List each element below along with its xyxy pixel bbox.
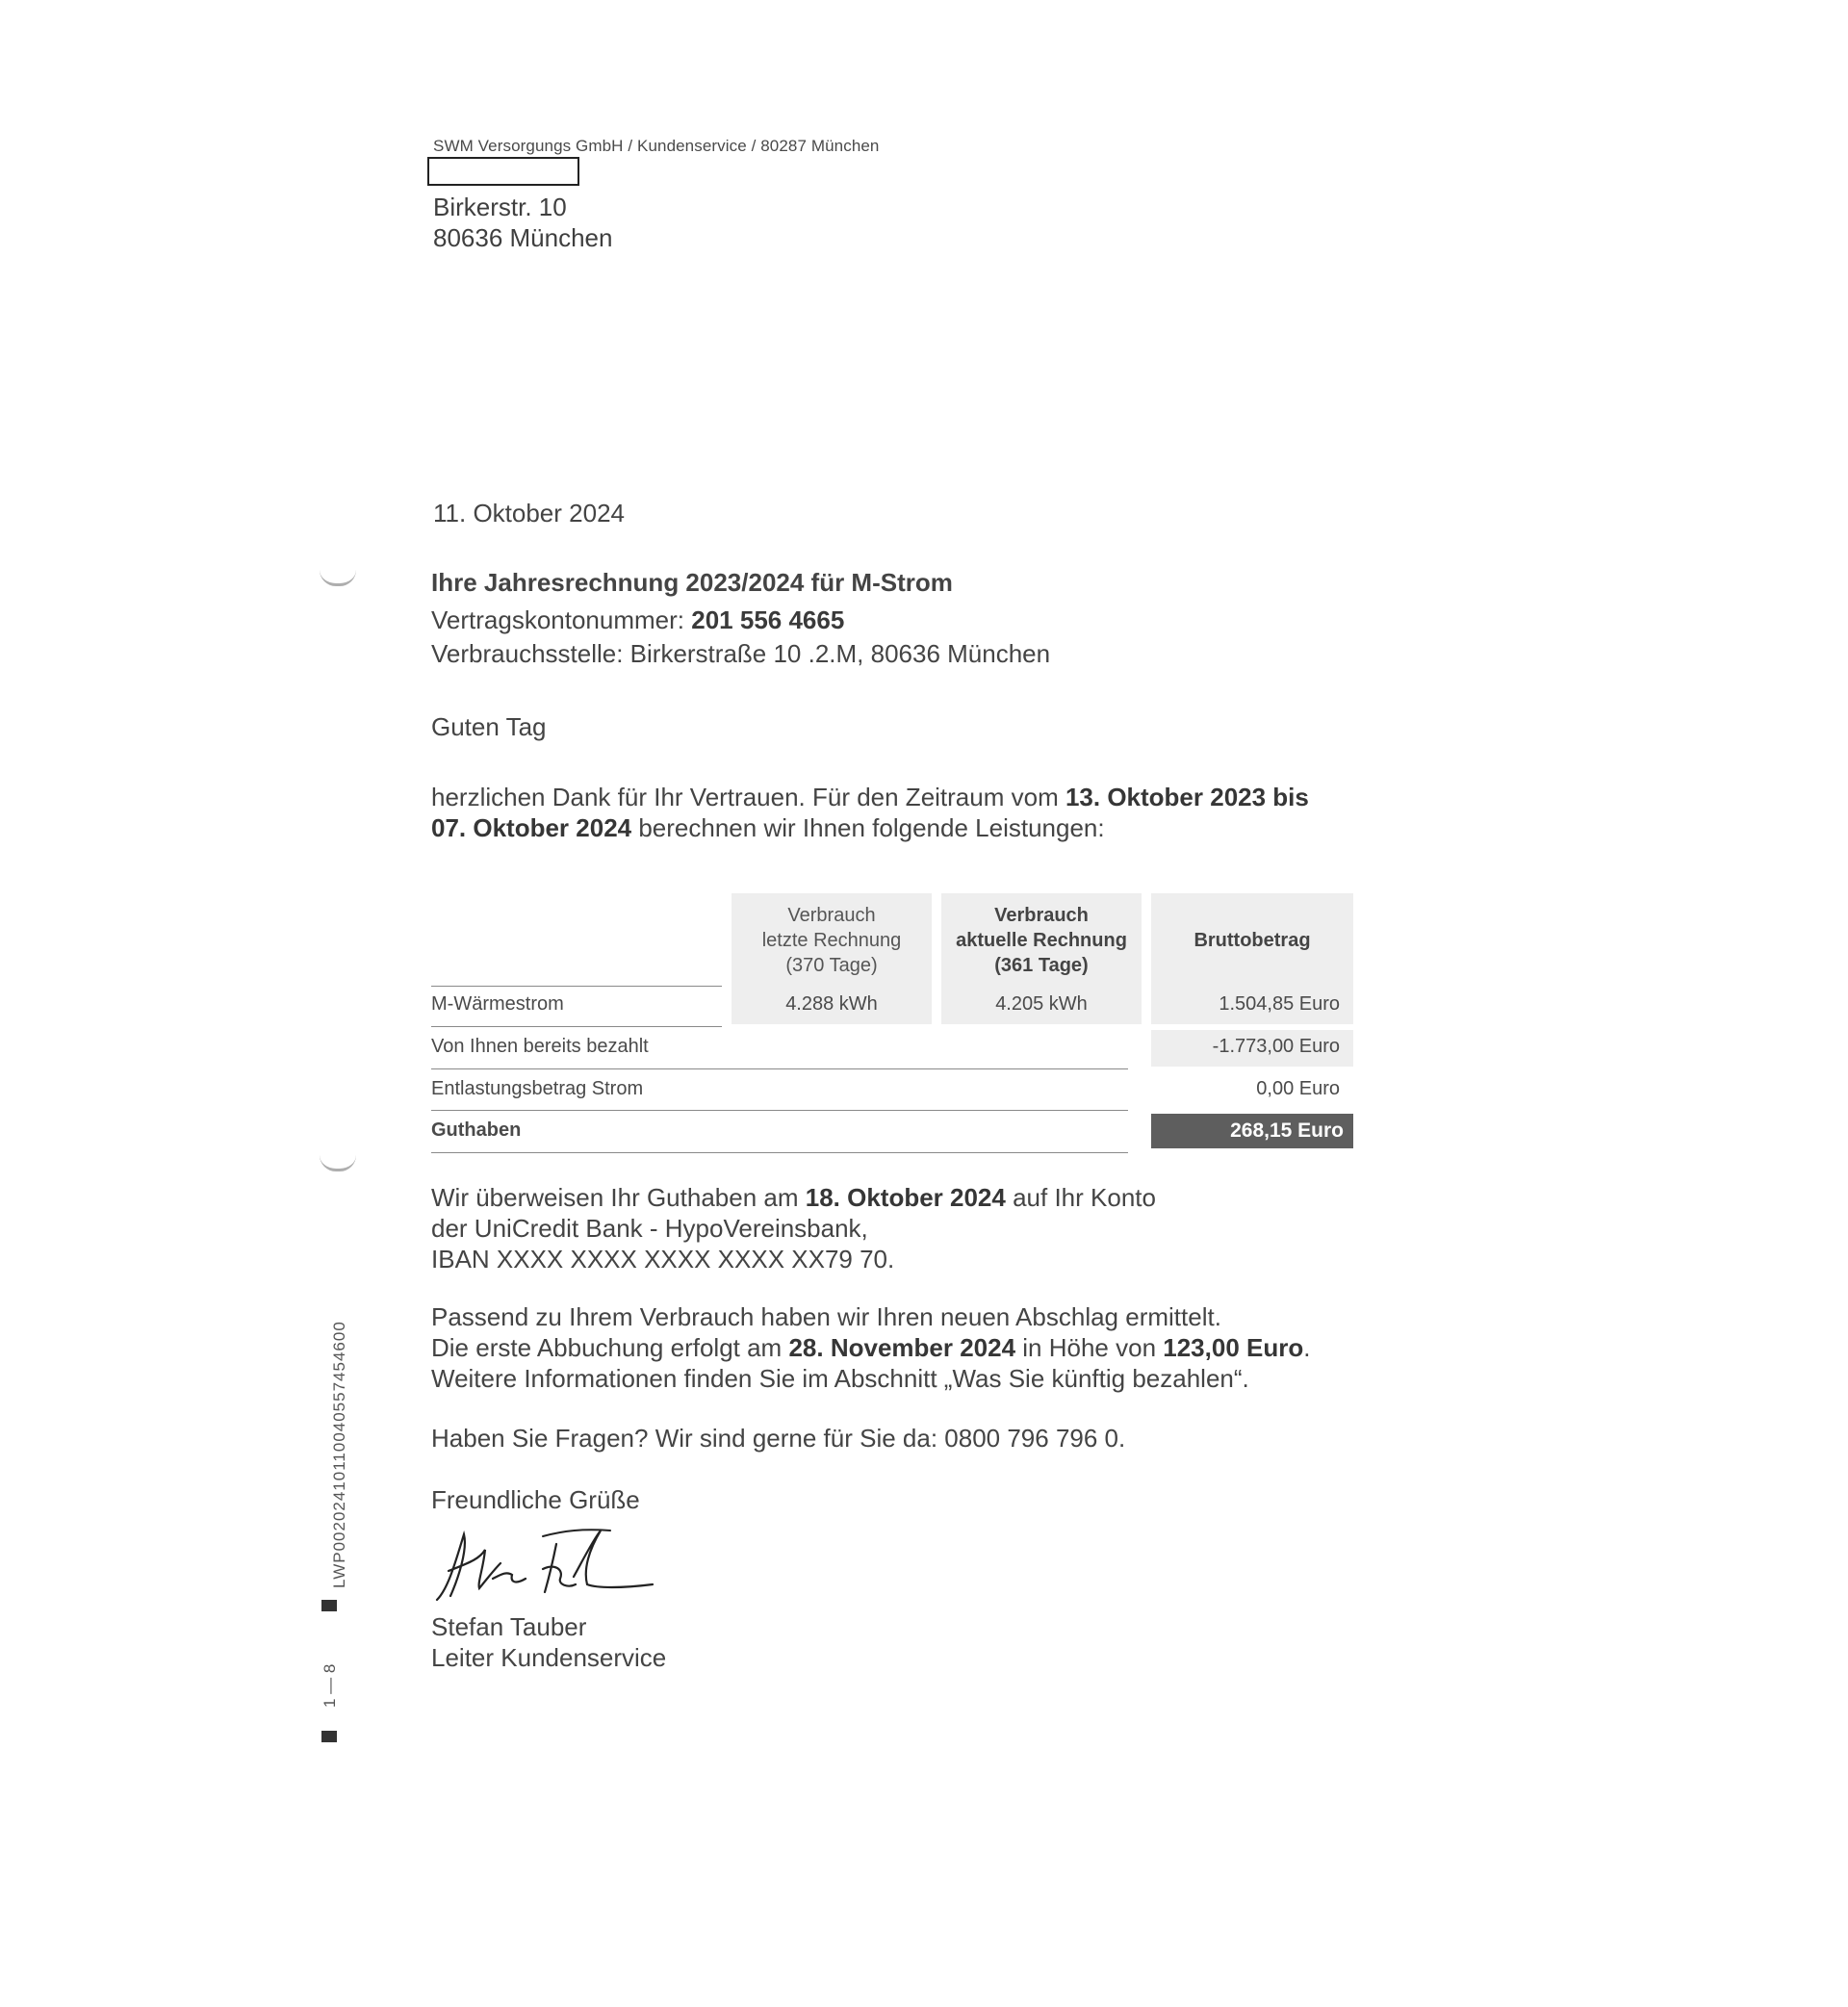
- installment-line-1: Passend zu Ihrem Verbrauch haben wir Ihren neuen Abschlag ermittelt.: [431, 1302, 1221, 1331]
- header-line: (370 Tage): [785, 955, 878, 976]
- header-line: Verbrauch: [994, 905, 1089, 926]
- intro-period-end: 07. Oktober 2024: [431, 813, 632, 842]
- header-line: aktuelle Rechnung: [956, 930, 1127, 951]
- contract-account-number: 201 556 4665: [691, 605, 845, 634]
- recipient-street: Birkerstr. 10: [433, 193, 567, 221]
- intro-text-2: berechnen wir Ihnen folgende Leistungen:: [631, 813, 1105, 842]
- intro-paragraph: [431, 782, 1355, 843]
- installment-amount: 123,00 Euro: [1163, 1333, 1304, 1362]
- table-rule: [431, 1152, 1128, 1153]
- table-rule: [431, 1026, 722, 1027]
- installment-text: Die erste Abbuchung erfolgt am: [431, 1333, 789, 1362]
- refund-bank: der UniCredit Bank - HypoVereinsbank,: [431, 1214, 868, 1243]
- handwritten-signature: [429, 1521, 660, 1608]
- value-current-consumption: 4.205 kWh: [995, 993, 1088, 1015]
- value-gross-waermestrom: 1.504,85 Euro: [1219, 993, 1340, 1015]
- refund-date: 18. Oktober 2024: [805, 1183, 1006, 1212]
- row-label-already-paid: Von Ihnen bereits bezahlt: [431, 1036, 649, 1057]
- side-mark-block: [321, 1731, 337, 1742]
- side-page-marker: 1 — 8: [321, 1663, 339, 1708]
- table-rule: [431, 1110, 1128, 1111]
- refund-iban: IBAN XXXX XXXX XXXX XXXX XX79 70.: [431, 1245, 895, 1274]
- signatory-name: Stefan Tauber: [431, 1612, 587, 1641]
- refund-text-2: auf Ihr Konto: [1005, 1183, 1156, 1212]
- refund-paragraph: [431, 1182, 1355, 1274]
- sender-line: SWM Versorgungs GmbH / Kundenservice / 80287 München: [433, 137, 880, 155]
- row-label-credit: Guthaben: [431, 1119, 522, 1141]
- row-label-waermestrom: M-Wärmestrom: [431, 993, 564, 1015]
- side-mark-block: [321, 1600, 337, 1611]
- value-relief-amount: 0,00 Euro: [1256, 1078, 1340, 1099]
- installment-line-3: Weitere Informationen finden Sie im Abschnitt „Was Sie künftig bezahlen“.: [431, 1364, 1249, 1393]
- punch-hole-mark: [320, 570, 356, 586]
- side-document-code: LWP0020241011004055745460​0: [330, 1321, 348, 1588]
- installment-text: in Höhe von: [1015, 1333, 1164, 1362]
- letter-subject: Ihre Jahresrechnung 2023/2024 für M-Strom: [431, 568, 953, 597]
- value-credit-total: 268,15 Euro: [1151, 1114, 1353, 1148]
- intro-period-start: 13. Oktober 2023 bis: [1065, 783, 1309, 811]
- value-already-paid: -1.773,00 Euro: [1212, 1036, 1340, 1057]
- header-line: (361 Tage): [994, 955, 1089, 976]
- punch-hole-mark: [320, 1155, 356, 1171]
- installment-date: 28. November 2024: [788, 1333, 1016, 1362]
- value-last-consumption: 4.288 kWh: [785, 993, 878, 1015]
- questions-line: Haben Sie Fragen? Wir sind gerne für Sie da: 0800 796 796 0.: [431, 1424, 1126, 1453]
- greeting: Guten Tag: [431, 712, 547, 741]
- consumption-site: Verbrauchsstelle: Birkerstraße 10 .2.M, 80636 München: [431, 639, 1051, 668]
- refund-text-1: Wir überweisen Ihr Guthaben am: [431, 1183, 806, 1212]
- installment-text: .: [1303, 1333, 1311, 1362]
- intro-text-1: herzlichen Dank für Ihr Vertrauen. Für den Zeitraum vom: [431, 783, 1065, 811]
- table-rule: [431, 986, 722, 987]
- closing-greeting: Freundliche Grüße: [431, 1485, 640, 1514]
- signatory-title: Leiter Kundenservice: [431, 1643, 667, 1672]
- contract-account-line: [431, 605, 844, 635]
- contract-account-label: Vertragskontonummer:: [431, 605, 685, 634]
- header-line: Verbrauch: [787, 905, 876, 926]
- letter-date: 11. Oktober 2024: [433, 499, 625, 527]
- table-rule: [431, 1068, 1128, 1069]
- redacted-name-box: [427, 157, 579, 186]
- header-line: letzte Rechnung: [761, 930, 902, 951]
- recipient-city: 80636 München: [433, 223, 613, 252]
- column-header-gross: Bruttobetrag: [1151, 893, 1353, 1022]
- row-label-relief-amount: Entlastungsbetrag Strom: [431, 1078, 644, 1099]
- installment-paragraph: [431, 1301, 1355, 1394]
